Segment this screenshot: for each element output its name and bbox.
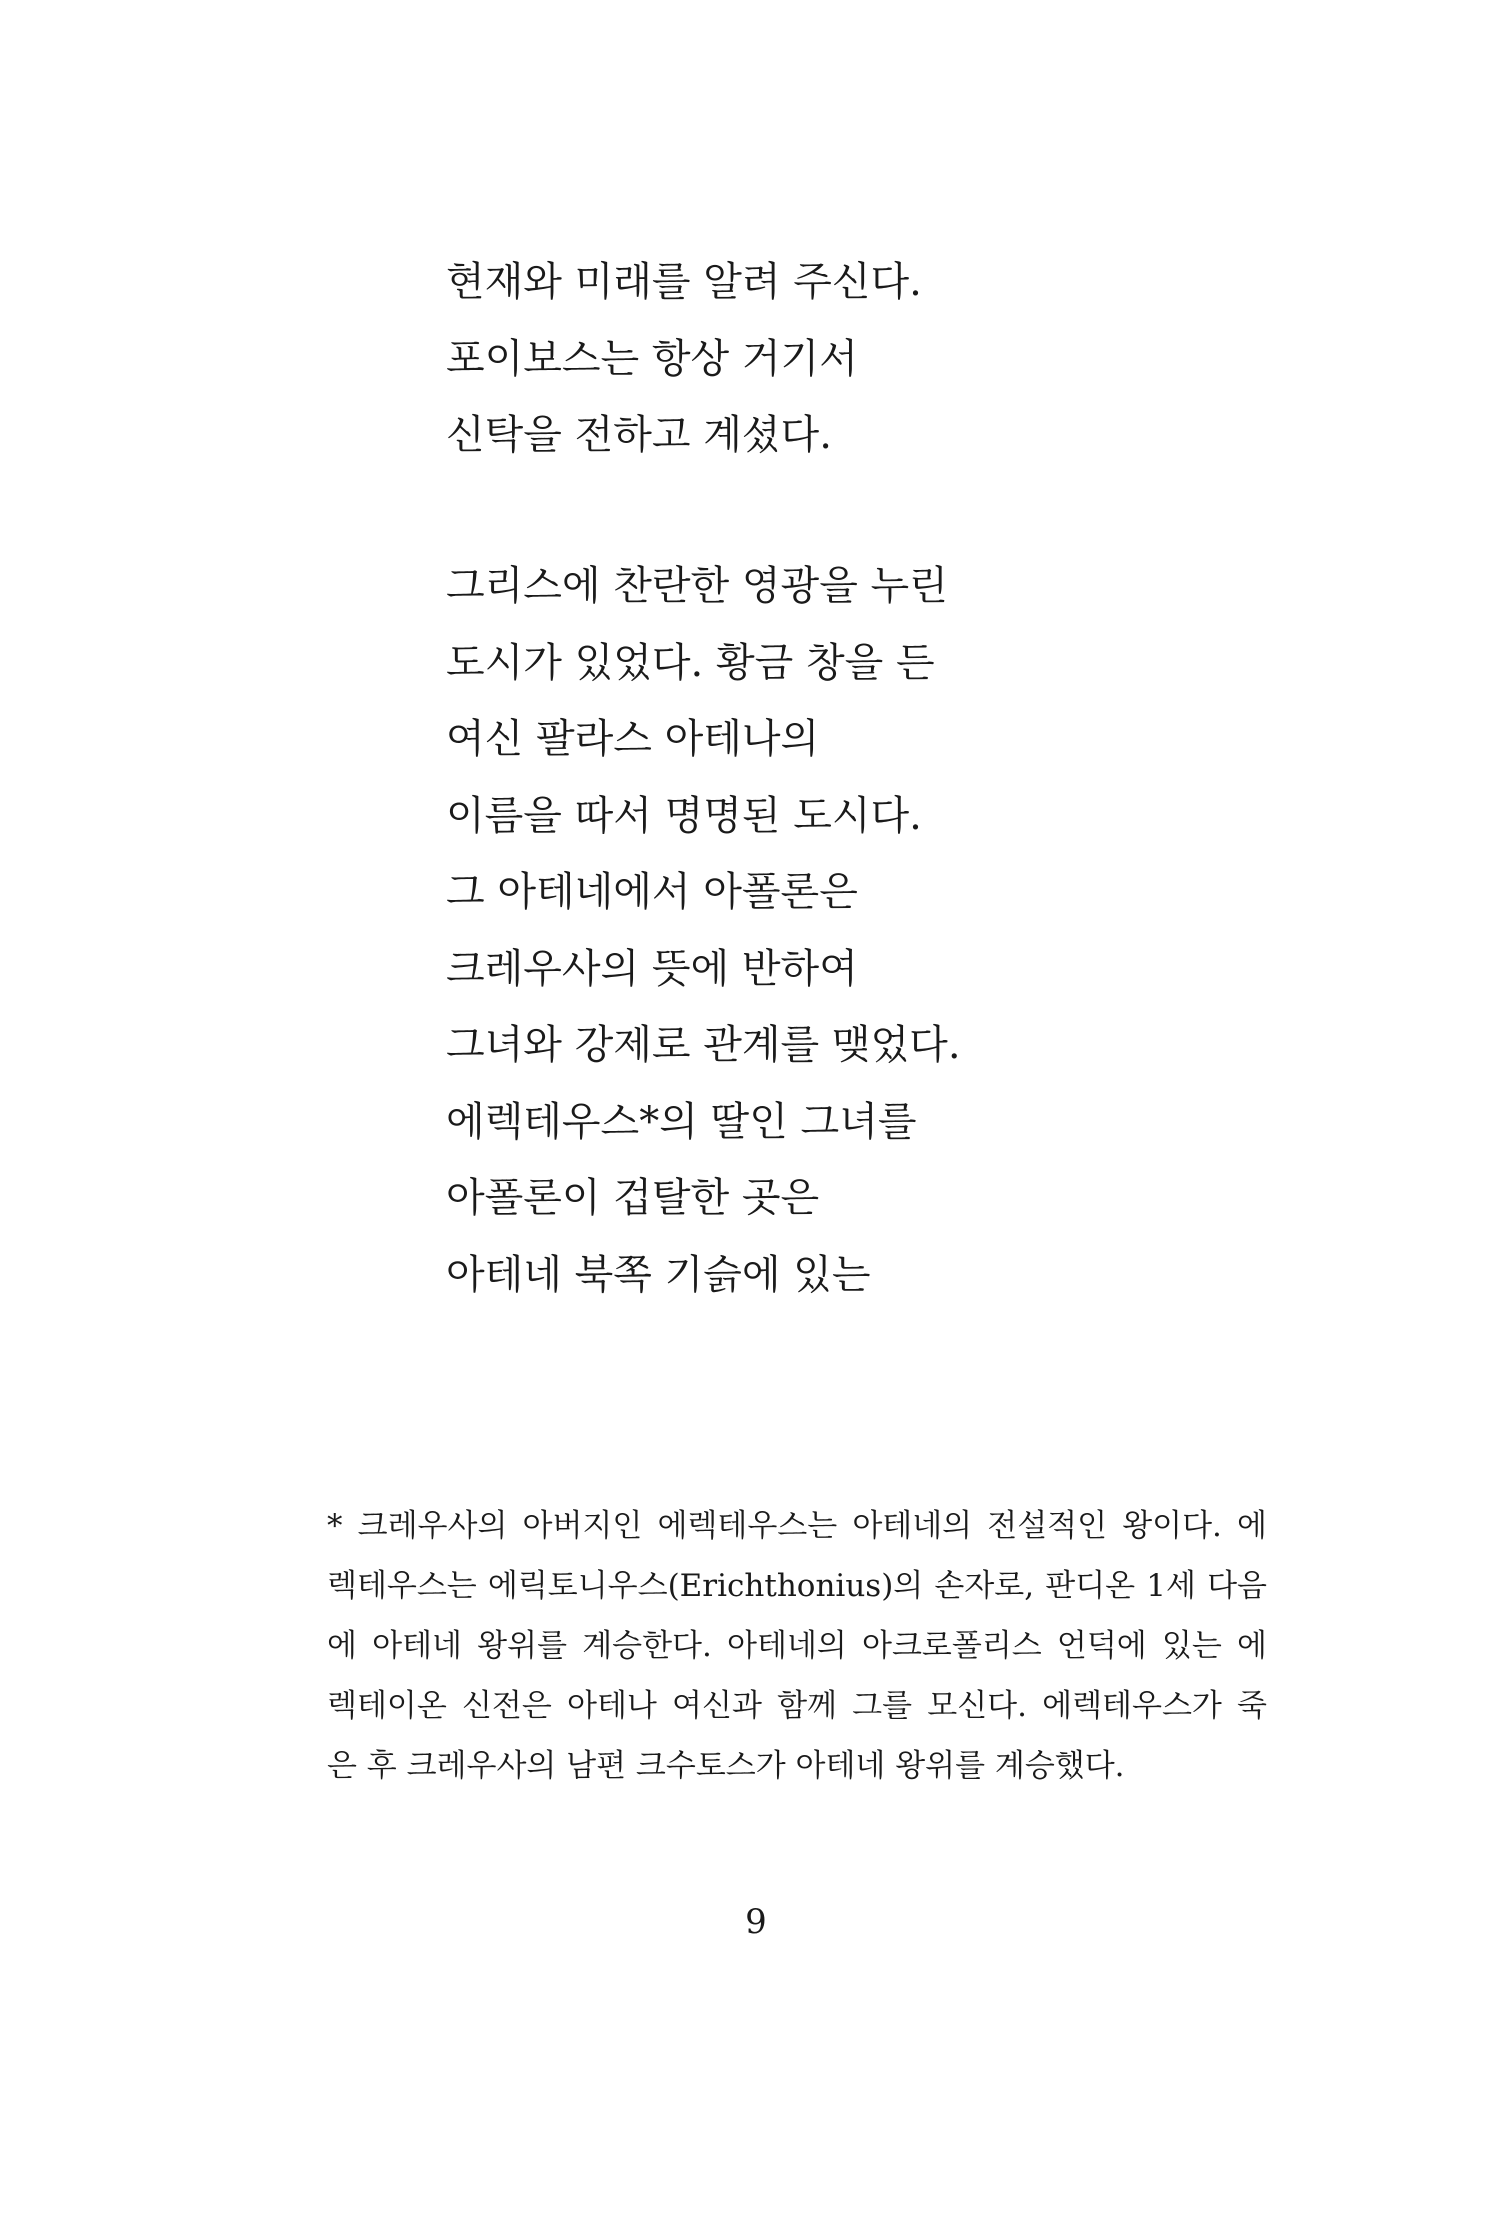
poem-line: 포이보스는 항상 거기서 bbox=[446, 335, 858, 382]
poem-line: 아폴론이 겁탈한 곳은 bbox=[446, 1175, 820, 1221]
poem-line: 그리스에 찬란한 영광을 누린 bbox=[446, 563, 948, 609]
poem-line: 여신 팔라스 아테나의 bbox=[446, 716, 820, 762]
footnote-line: 렉테우스는 에릭토니우스(Erichthonius)의 손자로, 판디온 1세 다음 bbox=[327, 1568, 1267, 1604]
footnote-line: 에 아테네 왕위를 계승한다. 아테네의 아크로폴리스 언덕에 있는 에 bbox=[327, 1628, 1267, 1664]
footnote bbox=[327, 1496, 1267, 1796]
poem-line: 아테네 북쪽 기슭에 있는 bbox=[446, 1251, 871, 1298]
poem-line: 그녀와 강제로 관계를 맺었다. bbox=[446, 1022, 961, 1068]
footnote-line: * 크레우사의 아버지인 에렉테우스는 아테네의 전설적인 왕이다. 에 bbox=[327, 1508, 1267, 1544]
poem-line: 도시가 있었다. 황금 창을 든 bbox=[446, 639, 935, 686]
poem-line: 현재와 미래를 알려 주신다. bbox=[446, 259, 922, 305]
poem-stanza-1 bbox=[446, 244, 922, 474]
poem-line: 신탁을 전하고 계셨다. bbox=[446, 412, 832, 458]
poem-line: 이름을 따서 명명된 도시다. bbox=[446, 792, 922, 839]
footnote-line: 렉테이온 신전은 아테나 여신과 함께 그를 모신다. 에렉테우스가 죽 bbox=[327, 1688, 1267, 1724]
poem-line: 크레우사의 뜻에 반하여 bbox=[446, 945, 858, 992]
page-number: 9 bbox=[745, 1902, 767, 1942]
poem-stanza-2 bbox=[446, 548, 961, 1313]
poem-line: 에렉테우스*의 딸인 그녀를 bbox=[446, 1098, 917, 1145]
poem-line: 그 아테네에서 아폴론은 bbox=[446, 869, 858, 915]
footnote-line: 은 후 크레우사의 남편 크수토스가 아테네 왕위를 계승했다. bbox=[327, 1748, 1125, 1784]
